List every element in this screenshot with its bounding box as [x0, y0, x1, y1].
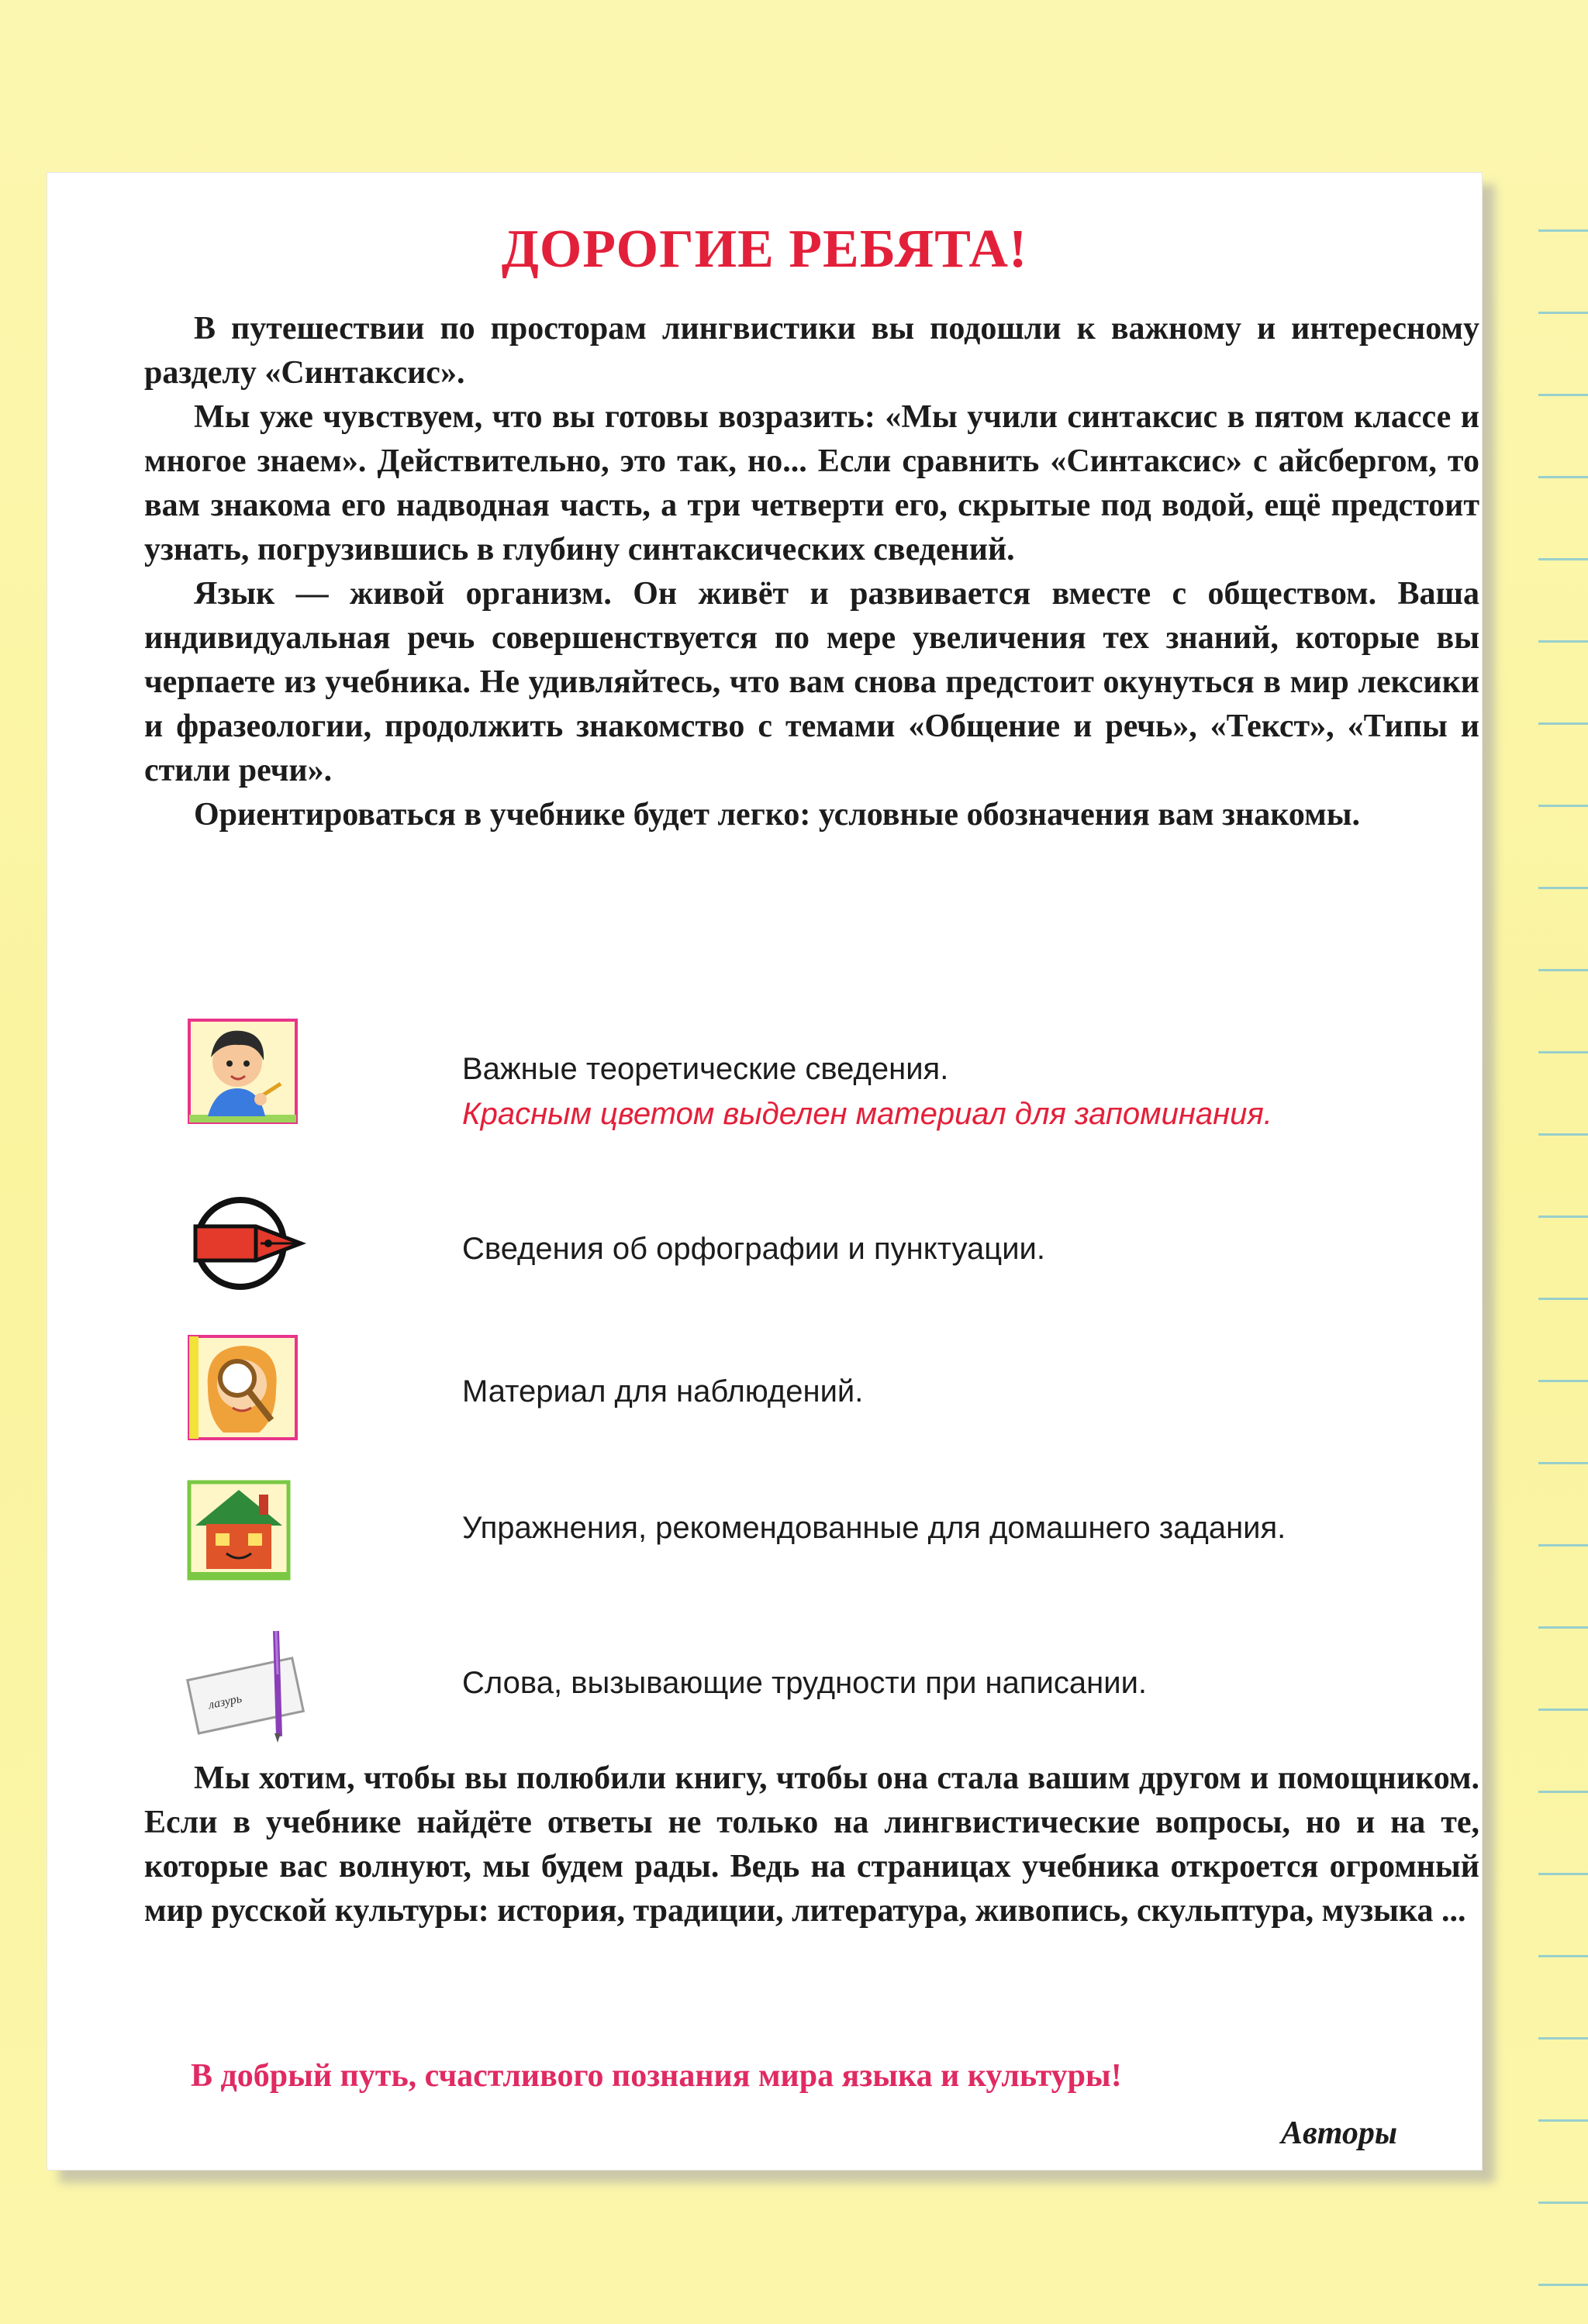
outro-text	[144, 1757, 1479, 1933]
card-with-pen-icon	[185, 1628, 316, 1744]
ruling-line	[1538, 969, 1588, 971]
ruling-line	[1538, 2037, 1588, 2040]
intro-text	[144, 307, 1479, 837]
ruling-line	[1538, 1873, 1588, 1875]
legend-label: Материал для наблюдений.	[462, 1374, 864, 1409]
ruling-line	[1538, 312, 1588, 314]
legend-label: Сведения об орфографии и пунктуации.	[462, 1232, 1045, 1266]
ruling-line	[1538, 805, 1588, 807]
outro-paragraph: Мы хотим, чтобы вы полюбили книгу, чтобы она стала вашим другом и помощником. Если в учебнике найдёте ответы не только на лингвистические вопросы, но и на те, которые вас волнуют, мы будем рады. Ведь на страницах учебника откроется огромный мир русской культуры: история, традиции, литература, живопись, скульптура, музыка ...	[144, 1760, 1479, 1929]
ruling-line	[1538, 1462, 1588, 1464]
notebook-ruling	[1526, 0, 1588, 2324]
legend-note: Красным цветом выделен материал для запоминания.	[462, 1097, 1272, 1131]
ruling-line	[1538, 1544, 1588, 1546]
house-icon	[185, 1476, 301, 1584]
intro-paragraph: Язык — живой организм. Он живёт и развивается вместе с обществом. Ваша индивидуальная речь совершенствуется по мере увеличения тех знаний, которые вы черпаете из учебника. Не удивляйтесь, что вам снова предстоит окунуться в мир лексики и фразеологии, продолжить знакомство с темами «Общение и речь», «Текст», «Типы и стили речи».	[144, 576, 1479, 788]
ruling-line	[1538, 1626, 1588, 1629]
boy-with-pencil-icon	[185, 1017, 301, 1126]
paper-sheet	[47, 172, 1483, 2171]
legend-label: Упражнения, рекомендованные для домашнего задания.	[462, 1511, 1286, 1545]
ruling-line	[1538, 640, 1588, 643]
legend-text	[462, 1046, 1272, 1136]
authors-signature: Авторы	[1280, 2115, 1397, 2151]
legend-label: Важные теоретические сведения.	[462, 1052, 949, 1086]
intro-paragraph: Ориентироваться в учебнике будет легко: условные обозначения вам знакомы.	[194, 797, 1360, 833]
intro-paragraph: В путешествии по просторам лингвистики вы подошли к важному и интересному разделу «Синтаксис».	[144, 311, 1479, 391]
ruling-line	[1538, 887, 1588, 889]
ruling-line	[1538, 394, 1588, 396]
ruling-line	[1538, 1133, 1588, 1136]
legend-label: Слова, вызывающие трудности при написании.	[462, 1666, 1148, 1700]
fountain-pen-nib-icon	[185, 1189, 301, 1298]
ruling-line	[1538, 1298, 1588, 1300]
closing-wish: В добрый путь, счастливого познания мира языка и культуры!	[191, 2058, 1122, 2094]
card-word: лазурь	[207, 1691, 243, 1712]
ruling-line	[1538, 558, 1588, 560]
intro-paragraph: Мы уже чувствуем, что вы готовы возразить: «Мы учили синтаксис в пятом классе и многое знаем». Действительно, это так, но... Если сравнить «Синтаксис» с айсбергом, то вам знакома его надводная часть, а три четверти его, скрытые под водой, ещё предстоит узнать, погрузившись в глубину синтаксических сведений.	[144, 399, 1479, 567]
ruling-line	[1538, 1709, 1588, 1711]
ruling-line	[1538, 722, 1588, 725]
ruling-line	[1538, 1791, 1588, 1793]
girl-with-magnifier-icon	[185, 1333, 301, 1442]
ruling-line	[1538, 1380, 1588, 1382]
ruling-line	[1538, 1215, 1588, 1218]
ruling-line	[1538, 2119, 1588, 2122]
ruling-line	[1538, 229, 1588, 232]
ruling-line	[1538, 2202, 1588, 2204]
ruling-line	[1538, 476, 1588, 478]
ruling-line	[1538, 1955, 1588, 1957]
ruling-line	[1538, 1051, 1588, 1053]
ruling-line	[1538, 2284, 1588, 2286]
page-title: ДОРОГИЕ РЕБЯТА!	[501, 219, 1028, 279]
